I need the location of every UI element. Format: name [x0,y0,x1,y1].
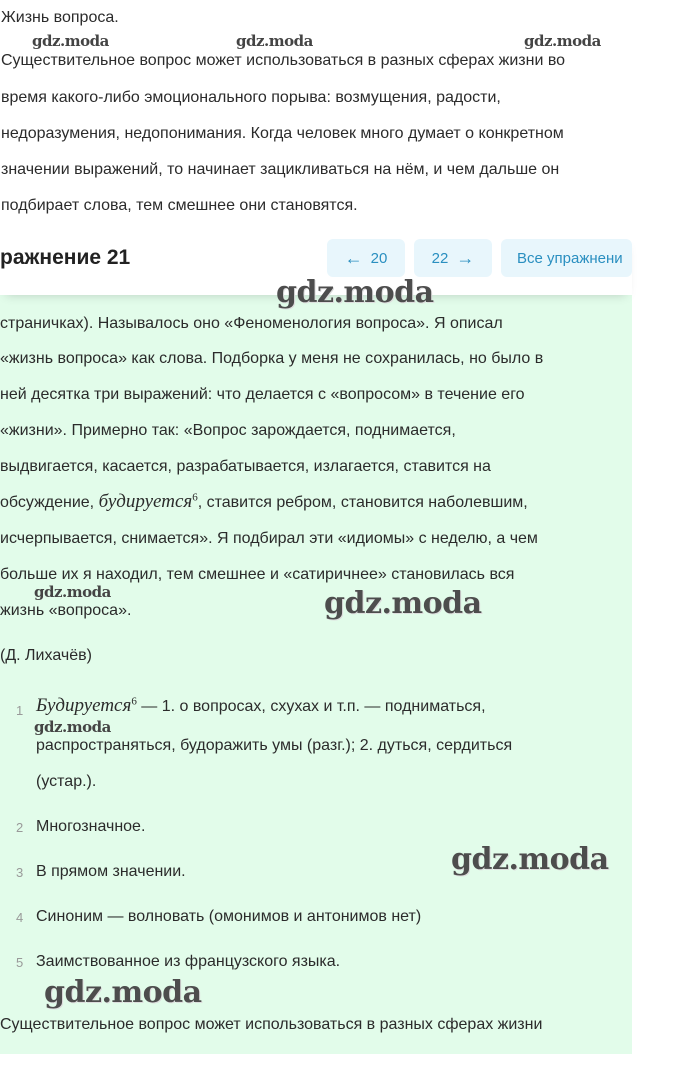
arrow-left-icon: ← [344,247,363,268]
text-segment: , ставится ребром, становится наболевшим, [197,494,528,511]
intro-line: Жизнь вопроса. [1,9,119,26]
watermark: gdz.moda [34,718,111,736]
exercise-text-line: страничках). Называлось оно «Феноменология вопроса». Я описал [0,315,503,332]
all-exercises-button[interactable] [501,239,632,277]
footnote-line: Заимствованное из французского языка. [36,953,341,970]
exercise-text-line: «жизнь вопроса» как слова. Подборка у меня не сохранилась, но было в [0,350,544,367]
text-segment: обсуждение, [0,494,99,511]
footnote-line [36,695,486,717]
exercise-text-line: жизнь «вопроса». [0,602,132,619]
footnote-line: Синоним — волновать (омонимов и антонимов нет) [36,908,422,925]
footnote-line: В прямом значении. [36,863,186,880]
exercise-text-line: больше их я находил, тем смешнее и «сатиричнее» становилась вся [0,566,515,583]
watermark: gdz.moda [34,583,111,601]
footnote-ref: 6 [131,695,137,708]
footnote-number: 4 [16,910,24,925]
all-exercises-label: Все упражнени [517,249,623,267]
exercise-title: ражнение 21 [0,246,131,269]
watermark: gdz.moda [32,32,109,50]
watermark: gdz.moda [451,842,609,877]
footnote-ref[interactable]: 6 [192,491,198,504]
exercise-text-line [0,491,528,513]
intro-line: Существительное вопрос может использоваться в разных сферах жизни во [1,52,566,69]
author-credit: (Д. Лихачёв) [0,647,92,664]
footnote-line: распространяться, будоражить умы (разг.); 2. дуться, сердиться [36,737,513,754]
intro-line: время какого-либо эмоционального порыва: возмущения, радости, [1,89,501,106]
footnote-number: 5 [16,955,24,970]
footnote-line: (устар.). [36,773,97,790]
watermark: gdz.moda [44,975,202,1010]
bottom-text-line: Существительное вопрос может использоваться в разных сферах жизни [0,1016,543,1033]
prev-exercise-button[interactable] [327,239,405,277]
exercise-text-line: «жизни». Примерно так: «Вопрос зарождается, поднимается, [0,422,456,439]
arrow-right-icon: → [456,247,475,268]
watermark: gdz.moda [324,586,482,621]
footnote-line: Многозначное. [36,818,146,835]
next-exercise-label: 22 [431,249,449,267]
footnote-number: 2 [16,820,24,835]
exercise-text-line: ней десятка три выражений: что делается с «вопросом» в течение его [0,386,525,403]
intro-line: значении выражений, то начинает зацикливаться на нём, и чем дальше он [1,161,560,178]
watermark: gdz.moda [236,32,313,50]
next-exercise-button[interactable] [414,239,492,277]
intro-line: недоразумения, недопонимания. Когда человек много думает о конкретном [1,125,564,142]
footnote-number: 1 [16,703,24,718]
watermark: gdz.moda [276,275,434,310]
footnote-number: 3 [16,865,24,880]
italic-term: будируется [98,491,193,512]
text-segment: — 1. о вопросах, схухах и т.п. — подниматься, [136,698,486,715]
intro-line: подбирает слова, тем смешнее они становятся. [1,197,358,214]
prev-exercise-label: 20 [370,249,388,267]
exercise-text-line: выдвигается, касается, разрабатывается, излагается, ставится на [0,458,491,475]
exercise-text-line: исчерпывается, снимается». Я подбирал эти «идиомы» с неделю, а чем [0,530,538,547]
watermark: gdz.moda [524,32,601,50]
italic-term: Будируется [36,695,132,716]
